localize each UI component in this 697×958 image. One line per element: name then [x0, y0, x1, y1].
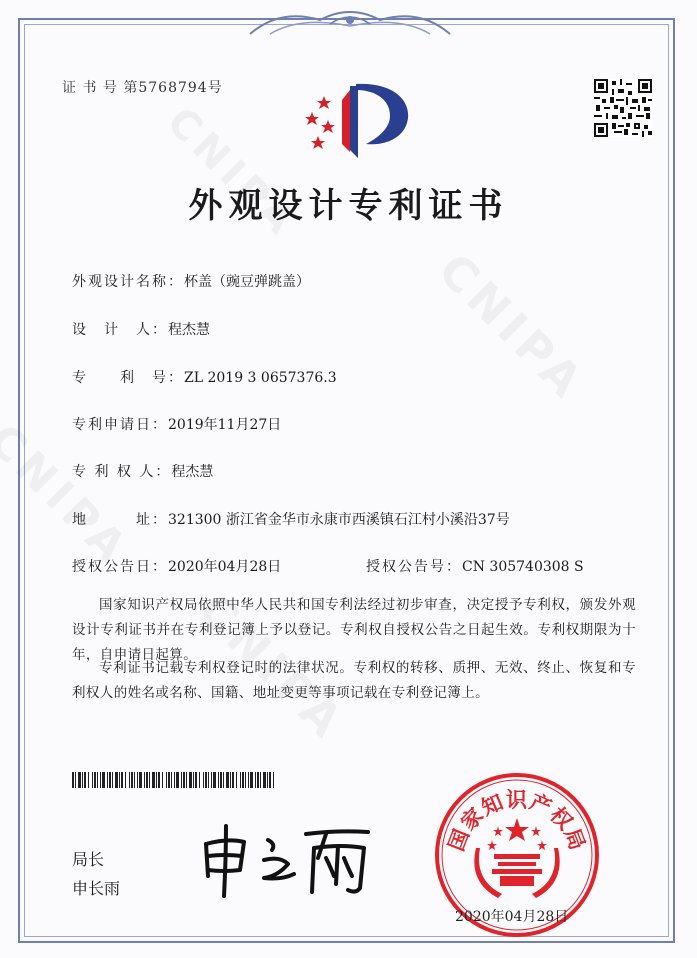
design-name-field [72, 271, 310, 291]
design-name-value: 杯盖（豌豆弹跳盖） [184, 274, 310, 290]
patentee-label: 专 利 权 人： [72, 464, 172, 480]
grant-number-value: CN 305740308 S [462, 559, 584, 575]
address-label: 地 址： [72, 512, 168, 528]
patentee-value: 程杰慧 [171, 464, 214, 480]
filing-date-field [72, 414, 281, 434]
handwritten-signature [198, 818, 373, 900]
svg-text:国家知识产权局: 国家知识产权局 [443, 787, 591, 855]
signatory-name: 申长雨 [72, 879, 121, 898]
filing-date-value: 2019年11月27日 [168, 417, 282, 433]
grant-statement-paragraph: 国家知识产权局依照中华人民共和国专利法经过初步审查，决定授予专利权，颁发外观设计专利证书并在专利登记簿上予以登记。专利权自授权公告之日起生效。专利权期限为十年，自申请日起算。 [72, 597, 636, 663]
designer-field [72, 319, 210, 339]
filing-date-label: 专利申请日： [72, 417, 168, 433]
qr-code-icon [594, 79, 652, 137]
signatory-title: 局长 [72, 850, 105, 869]
seal-date: 2020年04月28日 [455, 909, 569, 925]
barcode-icon [72, 772, 274, 788]
patentee-field [72, 461, 213, 481]
grant-number-label: 授权公告号： [366, 559, 462, 575]
patent-number-label: 专 利 号： [72, 370, 184, 386]
designer-value: 程杰慧 [168, 322, 210, 338]
grant-number-field [366, 556, 584, 576]
certificate-title: 外观设计专利证书 [188, 186, 509, 226]
designer-label: 设 计 人： [72, 322, 168, 338]
grant-date-value: 2020年04月28日 [168, 559, 282, 575]
cnipa-logo-icon [298, 80, 413, 162]
grant-date-label: 授权公告日： [72, 559, 168, 575]
design-name-label: 外观设计名称： [72, 274, 184, 290]
address-value: 321300 浙江省金华市永康市西溪镇石江村小溪沿37号 [168, 512, 510, 528]
grant-date-field [72, 556, 281, 576]
legal-status-paragraph: 专利证书记载专利权登记时的法律状况。专利权的转移、质押、无效、终止、恢复和专利权人的姓名或名称、国籍、地址变更等事项记载在专利登记簿上。 [72, 660, 636, 701]
patent-number-field [72, 367, 337, 387]
top-ornament [240, 6, 460, 38]
patent-number-value: ZL 2019 3 0657376.3 [184, 370, 337, 386]
certificate-number: 证 书 号 第5768794号 [62, 80, 223, 96]
address-field [72, 509, 510, 529]
